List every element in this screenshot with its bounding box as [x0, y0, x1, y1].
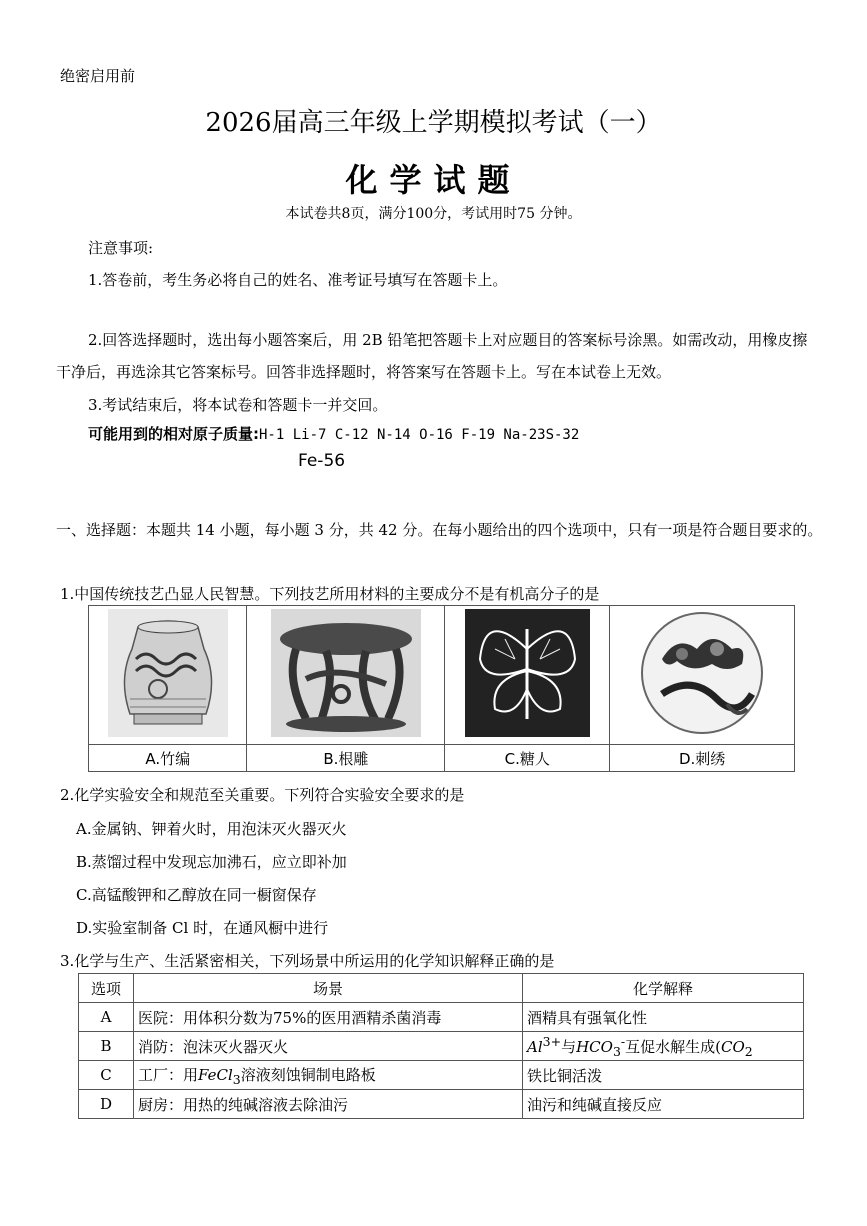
table-row: [79, 1003, 804, 1032]
ion-al-charge: 3+: [542, 1033, 562, 1049]
q2-option-a: A.金属钠、钾着火时，用泡沫灭火器灭火: [76, 820, 347, 838]
note-item-1: 1.答卷前，考生务必将自己的姓名、准考证号填写在答题卡上。: [88, 271, 508, 289]
q1-option-table: [88, 605, 795, 772]
fecl3-formula: FeCl: [198, 1065, 233, 1084]
row-c-scene: [134, 1061, 523, 1090]
note-item-3: 3.考试结束后，将本试卷和答题卡一并交回。: [88, 396, 388, 414]
scene-post: 溶液刻蚀铜制电路板: [240, 1065, 376, 1084]
header-option: 选项: [79, 974, 134, 1003]
q1-image-sugar-figure: [445, 606, 610, 745]
row-b-option: B: [79, 1032, 134, 1061]
row-d-explanation: 油污和纯碱直接反应: [523, 1090, 804, 1119]
row-c-option: C: [79, 1061, 134, 1090]
subject-title: 化学试题: [345, 161, 522, 199]
q1-option-c: C.糖人: [445, 745, 610, 772]
explanation-tail: 互促水解生成(: [625, 1037, 721, 1056]
atomic-mass-label: 可能用到的相对原子质量:: [88, 425, 259, 443]
row-a-scene: 医院：用体积分数为75%的医用酒精杀菌消毒: [134, 1003, 523, 1032]
confidential-label: 绝密启用前: [60, 67, 136, 85]
ion-hco3-sub: 3: [612, 1043, 621, 1059]
row-d-option: D: [79, 1090, 134, 1119]
atomic-mass-values: H-1 Li-7 C-12 N-14 O-16 F-19 Na-23S-32: [259, 427, 580, 443]
row-b-scene: 消防：泡沫灭火器灭火: [134, 1032, 523, 1061]
notes-heading: 注意事项:: [88, 239, 154, 257]
header-scene: 场景: [134, 974, 523, 1003]
bamboo-vase-image: [108, 609, 228, 737]
header-explanation: 化学解释: [523, 974, 804, 1003]
atomic-mass-line: [88, 424, 579, 445]
exam-info: 本试卷共8页，满分100分，考试用时75 分钟。: [285, 206, 582, 222]
row-d-scene: 厨房：用热的纯碱溶液去除油污: [134, 1090, 523, 1119]
sugar-butterfly-image: [465, 609, 590, 737]
table-header-row: [79, 974, 804, 1003]
row-a-explanation: 酒精具有强氧化性: [523, 1003, 804, 1032]
row-b-explanation: [523, 1032, 804, 1061]
q2-option-c: C.高锰酸钾和乙醇放在同一橱窗保存: [76, 886, 317, 904]
embroidery-image: [632, 609, 772, 737]
q2-option-b: B.蒸馏过程中发现忘加沸石，应立即补加: [76, 853, 347, 871]
word-with: 与: [561, 1037, 577, 1056]
q2-stem: 2.化学实验安全和规范至关重要。下列符合实验安全要求的是: [60, 786, 465, 804]
q1-image-root-carving: [247, 606, 445, 745]
note-item-2: 2.回答选择题时，选出每小题答案后，用 2B 铅笔把答题卡上对应题目的答案标号涂黑。如需改动，用橡皮擦干净后，再选涂其它答案标号。回答非选择题时，将答案写在答题卡上。写在本试卷上无效。: [56, 331, 808, 381]
ion-hco3: HCO: [576, 1037, 613, 1056]
atomic-mass-line2: Fe-56: [298, 451, 346, 471]
q1-stem: 1.中国传统技艺凸显人民智慧。下列技艺所用材料的主要成分不是有机高分子的是: [60, 585, 600, 603]
scene-pre: 工厂：用: [138, 1065, 199, 1084]
section1-heading: 一、选择题：本题共 14 小题，每小题 3 分，共 42 分。在每小题给出的四个选项中，只有一项是符合题目要求的。: [56, 521, 823, 539]
q1-option-d: D.刺绣: [610, 745, 795, 772]
q3-table: [78, 973, 804, 1119]
co2-formula: CO: [721, 1037, 745, 1056]
root-carving-image: [271, 609, 421, 737]
table-row: [79, 1061, 804, 1090]
q2-option-d: D.实验室制备 Cl 时，在通风橱中进行: [76, 919, 329, 937]
ion-al: Al: [527, 1037, 543, 1056]
row-a-option: A: [79, 1003, 134, 1032]
q3-stem: 3.化学与生产、生活紧密相关，下列场景中所运用的化学知识解释正确的是: [60, 952, 555, 970]
table-row: [79, 1090, 804, 1119]
page-title: 2026届高三年级上学期模拟考试（一）: [205, 108, 662, 138]
q1-image-bamboo: [89, 606, 247, 745]
q1-image-embroidery: [610, 606, 795, 745]
fecl3-sub: 3: [232, 1071, 241, 1087]
ion-hco3-charge: -: [620, 1033, 626, 1049]
row-c-explanation: 铁比铜活泼: [523, 1061, 804, 1090]
table-row: [79, 1032, 804, 1061]
q1-option-b: B.根雕: [247, 745, 445, 772]
co2-sub: 2: [744, 1043, 753, 1059]
q1-option-a: A.竹编: [89, 745, 247, 772]
